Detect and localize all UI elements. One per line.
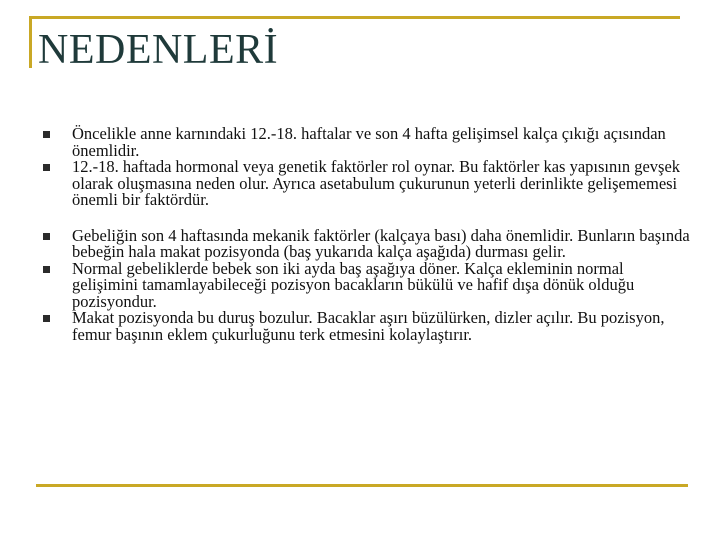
bullet-text: 12.-18. haftada hormonal veya genetik faktörler rol oynar. Bu faktörler kas yapısının gevşek olarak oluşmasına neden olur. Ayrıca asetabulum çukurunun yeterli derinlikte gelişememesi önemli bir faktördür. (72, 157, 681, 209)
bullet-text: Öncelikle anne karnındaki 12.-18. haftalar ve son 4 hafta gelişimsel kalça çıkığı açısından önemlidir. (72, 124, 666, 160)
bullet-item (40, 310, 690, 343)
bullet-text: Normal gebeliklerde bebek son iki ayda baş aşağıya döner. Kalça ekleminin normal gelişimini tamamlayabileceği pozisyon bacakların bükülü ve hafif dışa dönük olduğu pozisyondur. (72, 258, 635, 311)
square-bullet-icon (43, 131, 50, 138)
decorative-frame-bottom-line (36, 484, 688, 487)
bullet-item (40, 258, 690, 311)
square-bullet-icon (43, 164, 50, 171)
bullet-text: Gebeliğin son 4 haftasında mekanik faktörler (kalçaya bası) daha önemlidir. Bunların başında bebeğin hala makat pozisyonda (baş yukarıda kalça aşağıda) durması gelir. (72, 225, 690, 261)
slide-title: NEDENLERİ (38, 27, 279, 73)
square-bullet-icon (43, 266, 50, 273)
square-bullet-icon (43, 315, 50, 322)
bullet-item (40, 159, 690, 209)
decorative-frame-left-line (29, 16, 32, 68)
square-bullet-icon (43, 233, 50, 240)
bullet-item (40, 225, 690, 261)
bullet-text: Makat pozisyonda bu duruş bozulur. Bacaklar aşırı büzülürken, dizler açılır. Bu pozisyon, femur başının eklem çukurluğunu terk etmesini kolaylaştırır. (72, 308, 665, 344)
bullet-list (40, 126, 690, 343)
bullet-item (40, 126, 690, 159)
decorative-frame-top-line (29, 16, 680, 19)
